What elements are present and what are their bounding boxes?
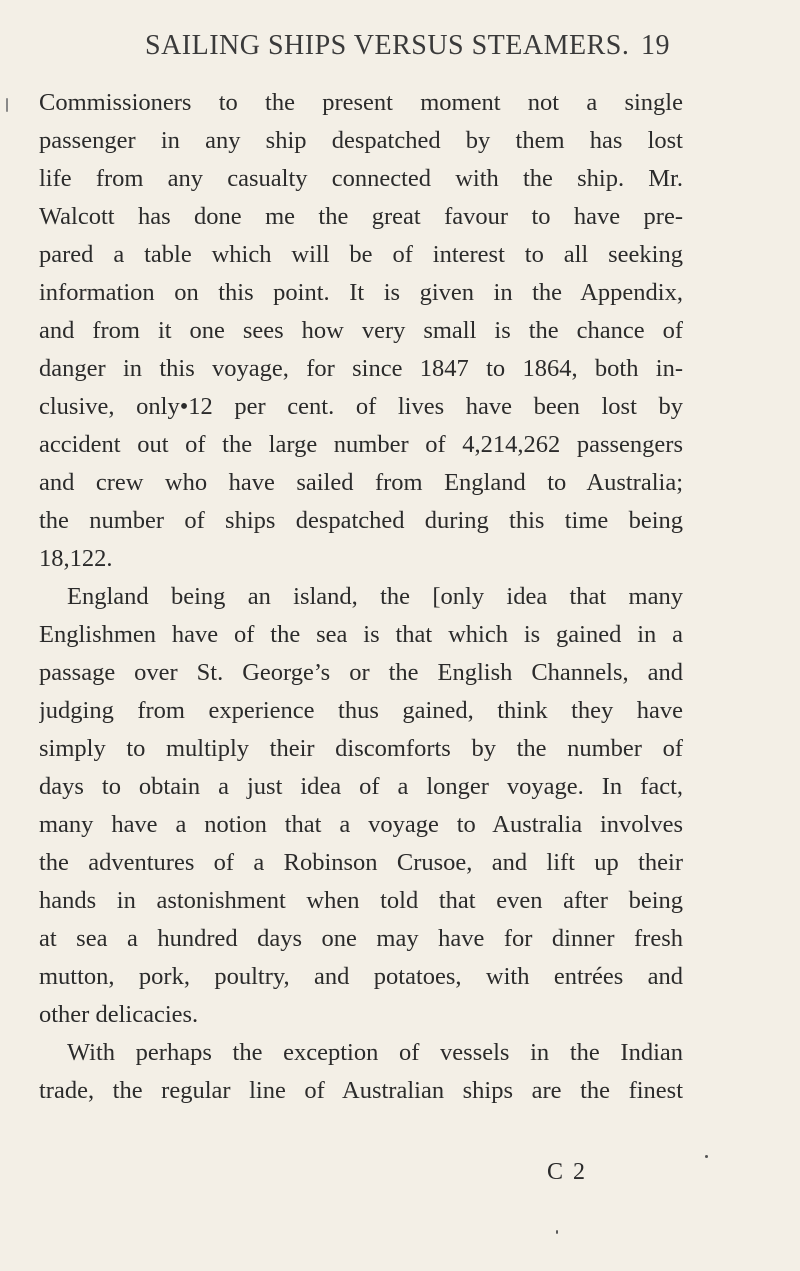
text-line: simply to multiply their discomforts by the number of (39, 735, 683, 762)
text-line: passenger in any ship despatched by them has lost (39, 127, 683, 154)
page-edge-mark (6, 98, 8, 112)
running-title: SAILING SHIPS VERSUS STEAMERS. (145, 30, 630, 61)
ink-speck (556, 1230, 558, 1234)
text-line: Englishmen have of the sea is that which is gained in a (39, 621, 683, 648)
text-line: trade, the regular line of Australian ships are the finest (39, 1077, 683, 1104)
text-line: pared a table which will be of interest to all seeking (39, 241, 683, 268)
text-line: other delicacies. (39, 1001, 199, 1028)
text-line: many have a notion that a voyage to Australia involves (39, 811, 683, 838)
text-line: passage over St. George’s or the English Channels, and (39, 659, 683, 686)
text-line: and crew who have sailed from England to Australia; (39, 469, 683, 496)
text-line: Walcott has done me the great favour to have pre- (39, 203, 683, 230)
text-line: and from it one sees how very small is the chance of (39, 317, 683, 344)
text-line: the adventures of a Robinson Crusoe, and lift up their (39, 849, 683, 876)
text-line: clusive, only•12 per cent. of lives have been lost by (39, 393, 683, 420)
text-line: 18,122. (39, 545, 113, 572)
signature-mark: C 2 (547, 1159, 588, 1185)
text-line: mutton, pork, poultry, and potatoes, with entrées and (39, 963, 683, 990)
text-line: England being an island, the [only idea that many (67, 583, 683, 610)
text-line: danger in this voyage, for since 1847 to 1864, both in- (39, 355, 683, 382)
page-number: 19 (641, 30, 670, 61)
text-line: accident out of the large number of 4,214,262 passengers (39, 431, 683, 458)
text-line: at sea a hundred days one may have for dinner fresh (39, 925, 683, 952)
text-line: information on this point. It is given in the Appendix, (39, 279, 683, 306)
text-line: hands in astonishment when told that even after being (39, 887, 683, 914)
text-line: life from any casualty connected with the ship. Mr. (39, 165, 683, 192)
text-line: Commissioners to the present moment not a single (39, 89, 683, 116)
text-line: judging from experience thus gained, think they have (39, 697, 683, 724)
body-text (39, 84, 683, 1110)
ink-speck (705, 1155, 708, 1158)
text-line: the number of ships despatched during this time being (39, 507, 683, 534)
text-line: With perhaps the exception of vessels in the Indian (67, 1039, 683, 1066)
text-line: days to obtain a just idea of a longer voyage. In fact, (39, 773, 683, 800)
